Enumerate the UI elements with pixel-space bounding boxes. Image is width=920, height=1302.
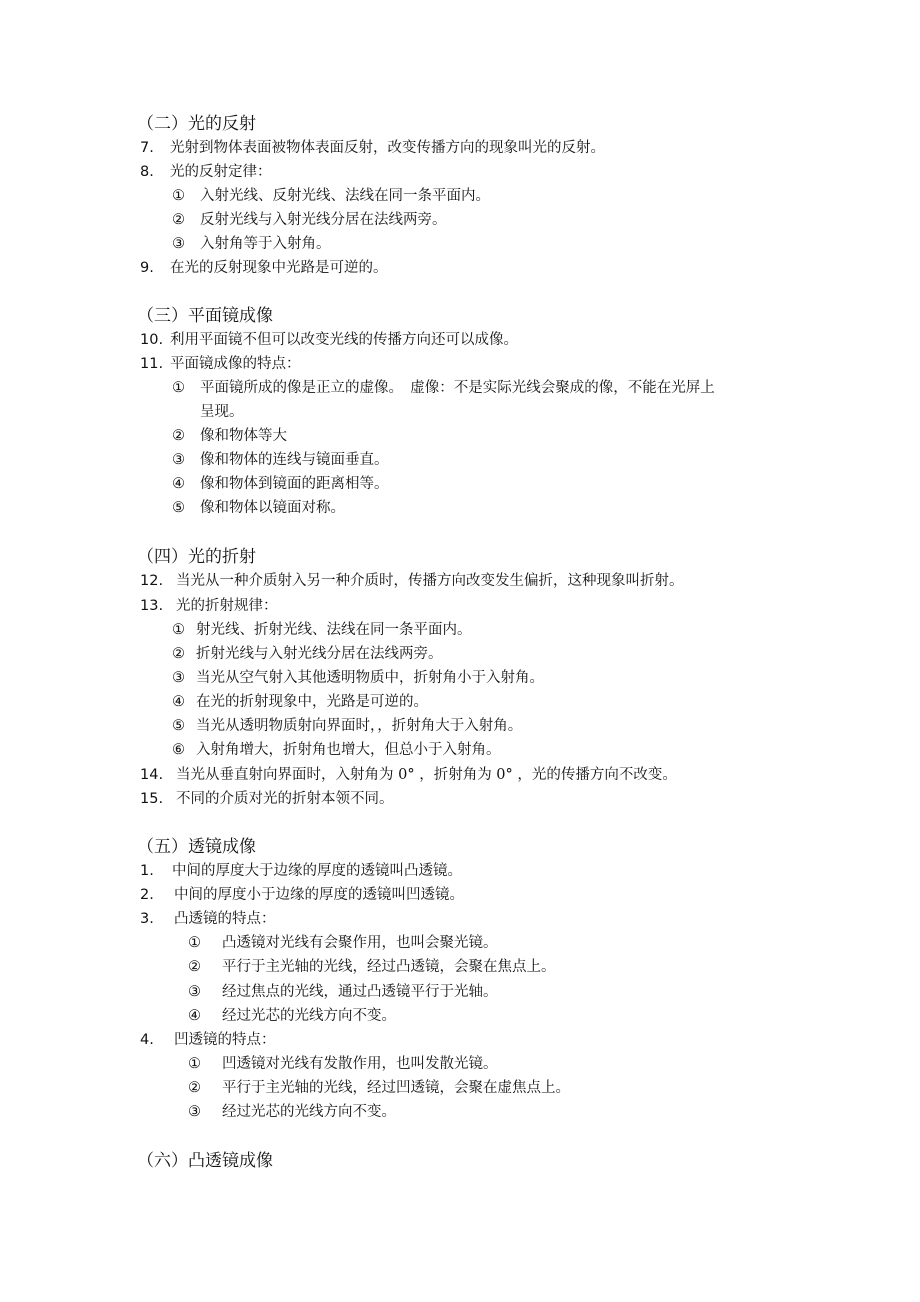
item-marker: ③ (188, 1104, 201, 1120)
item-text: 入射光线、反射光线、法线在同一条平面内。 (200, 188, 490, 204)
item-text: 像和物体到镜面的距离相等。 (200, 476, 389, 492)
item-text: 平面镜成像的特点： (170, 356, 301, 372)
item-text: 经过光芯的光线方向不变。 (222, 1008, 396, 1024)
item-number: 2. (140, 887, 154, 903)
item-text: 光的反射定律： (170, 164, 272, 180)
item-text: 像和物体等大 (200, 428, 287, 444)
item-number: 3. (140, 911, 154, 927)
item-number: 12. (140, 573, 164, 589)
item-number: 9. (140, 260, 154, 276)
item-text: 入射角增大，折射角也增大，但总小于入射角。 (196, 742, 501, 758)
item-text: 当光从一种介质射入另一种介质时，传播方向改变发生偏折，这种现象叫折射。 (176, 573, 684, 589)
item-text: 凹透镜对光线有发散作用，也叫发散光镜。 (222, 1056, 498, 1072)
item-text: 折射光线与入射光线分居在法线两旁。 (196, 646, 443, 662)
item-text: 中间的厚度大于边缘的厚度的透镜叫凸透镜。 (172, 863, 462, 879)
item-marker: ③ (172, 236, 185, 252)
item-marker: ① (172, 188, 185, 204)
section-title-lens-imaging: （五）透镜成像 (137, 837, 256, 857)
item-text: 中间的厚度小于边缘的厚度的透镜叫凹透镜。 (174, 887, 464, 903)
item-text: 凸透镜对光线有会聚作用，也叫会聚光镜。 (222, 935, 498, 951)
item-text: 像和物体以镜面对称。 (200, 500, 345, 516)
item-marker: ⑥ (172, 742, 185, 758)
item-text: 在光的折射现象中，光路是可逆的。 (196, 694, 428, 710)
section-title-convex-lens-imaging: （六）凸透镜成像 (137, 1151, 273, 1171)
item-number: 14. (140, 767, 164, 783)
item-marker: ① (188, 935, 201, 951)
item-text: 反射光线与入射光线分居在法线两旁。 (200, 212, 447, 228)
item-marker: ③ (172, 670, 185, 686)
item-number: 8. (140, 164, 154, 180)
item-text: 平行于主光轴的光线，经过凸透镜，会聚在焦点上。 (222, 959, 556, 975)
item-text: 像和物体的连线与镜面垂直。 (200, 452, 389, 468)
item-text: 凸透镜的特点： (174, 911, 276, 927)
item-text: 经过焦点的光线，通过凸透镜平行于光轴。 (222, 984, 498, 1000)
item-text: 凹透镜的特点： (174, 1032, 276, 1048)
item-marker: ④ (172, 476, 185, 492)
section-title-plane-mirror: （三）平面镜成像 (137, 306, 273, 326)
item-text: 当光从空气射入其他透明物质中，折射角小于入射角。 (196, 670, 544, 686)
item-marker: ④ (188, 1008, 201, 1024)
item-text: 在光的反射现象中光路是可逆的。 (170, 260, 388, 276)
item-marker: ① (188, 1056, 201, 1072)
item-marker: ② (188, 1080, 201, 1096)
item-text: 不同的介质对光的折射本领不同。 (176, 791, 394, 807)
item-marker: ③ (188, 984, 201, 1000)
item-marker: ① (172, 622, 185, 638)
item-text: 当光从透明物质射向界面时，，折射角大于入射角。 (196, 718, 523, 734)
item-marker: ① (172, 380, 185, 396)
item-text: 平面镜所成的像是正立的虚像。 虚像：不是实际光线会聚成的像，不能在光屏上 (200, 380, 715, 396)
item-text: 利用平面镜不但可以改变光线的传播方向还可以成像。 (170, 332, 518, 348)
item-marker: ④ (172, 694, 185, 710)
item-text-continued: 呈现。 (200, 404, 244, 420)
item-text: 平行于主光轴的光线，经过凹透镜，会聚在虚焦点上。 (222, 1080, 570, 1096)
item-number: 7. (140, 140, 154, 156)
item-marker: ⑤ (172, 718, 185, 734)
item-text: 光的折射规律： (176, 598, 278, 614)
item-number: 4. (140, 1032, 154, 1048)
item-number: 1. (140, 863, 154, 879)
item-text: 射光线、折射光线、法线在同一条平面内。 (196, 622, 472, 638)
item-marker: ② (172, 646, 185, 662)
item-text: 经过光芯的光线方向不变。 (222, 1104, 396, 1120)
item-marker: ③ (172, 452, 185, 468)
item-number: 11. (140, 356, 164, 372)
item-marker: ② (172, 212, 185, 228)
item-text: 当光从垂直射向界面时，入射角为 0° ，折射角为 0° ，光的传播方向不改变。 (176, 767, 677, 783)
item-number: 10. (140, 332, 164, 348)
item-number: 13. (140, 598, 164, 614)
item-text: 光射到物体表面被物体表面反射，改变传播方向的现象叫光的反射。 (170, 140, 605, 156)
item-text: 入射角等于入射角。 (200, 236, 331, 252)
section-title-refraction: （四）光的折射 (137, 547, 256, 567)
item-marker: ⑤ (172, 500, 185, 516)
section-title-reflection: （二）光的反射 (137, 114, 256, 134)
item-marker: ② (172, 428, 185, 444)
item-number: 15. (140, 791, 164, 807)
item-marker: ② (188, 959, 201, 975)
